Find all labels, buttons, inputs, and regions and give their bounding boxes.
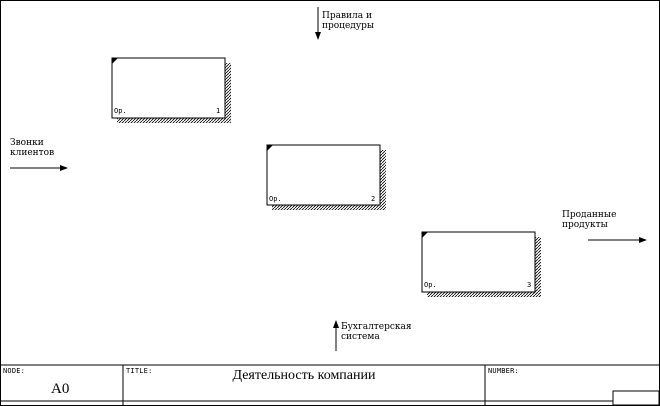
output-label: Проданные продукты <box>562 210 617 230</box>
diagram-canvas <box>1 1 659 405</box>
node-value: A0 <box>51 381 70 397</box>
box-2-number: 2 <box>371 195 376 203</box>
box-3-number: 3 <box>527 281 532 289</box>
mechanism-label: Бухгалтерская система <box>341 322 412 342</box>
box-2-ref: Op. <box>269 195 282 203</box>
activity-box-3[interactable] <box>422 232 541 297</box>
box-2-frame <box>267 145 380 205</box>
number-caption: NUMBER: <box>488 367 519 375</box>
box-3-ref: Op. <box>424 281 437 289</box>
activity-box-1[interactable] <box>112 58 231 123</box>
box-1-number: 1 <box>216 107 221 115</box>
title-caption: TITLE: <box>126 367 153 375</box>
box-1-ref: Op. <box>114 107 127 115</box>
activity-box-2[interactable] <box>267 145 386 210</box>
node-caption: NODE: <box>3 367 26 375</box>
diagram-title: Деятельность компании <box>232 368 376 383</box>
box-3-frame <box>422 232 535 292</box>
control-label: Правила и процедуры <box>322 11 375 31</box>
box-1-frame <box>112 58 225 118</box>
input-label: Звонки клиентов <box>10 138 55 158</box>
footer-corner-box <box>613 391 659 405</box>
